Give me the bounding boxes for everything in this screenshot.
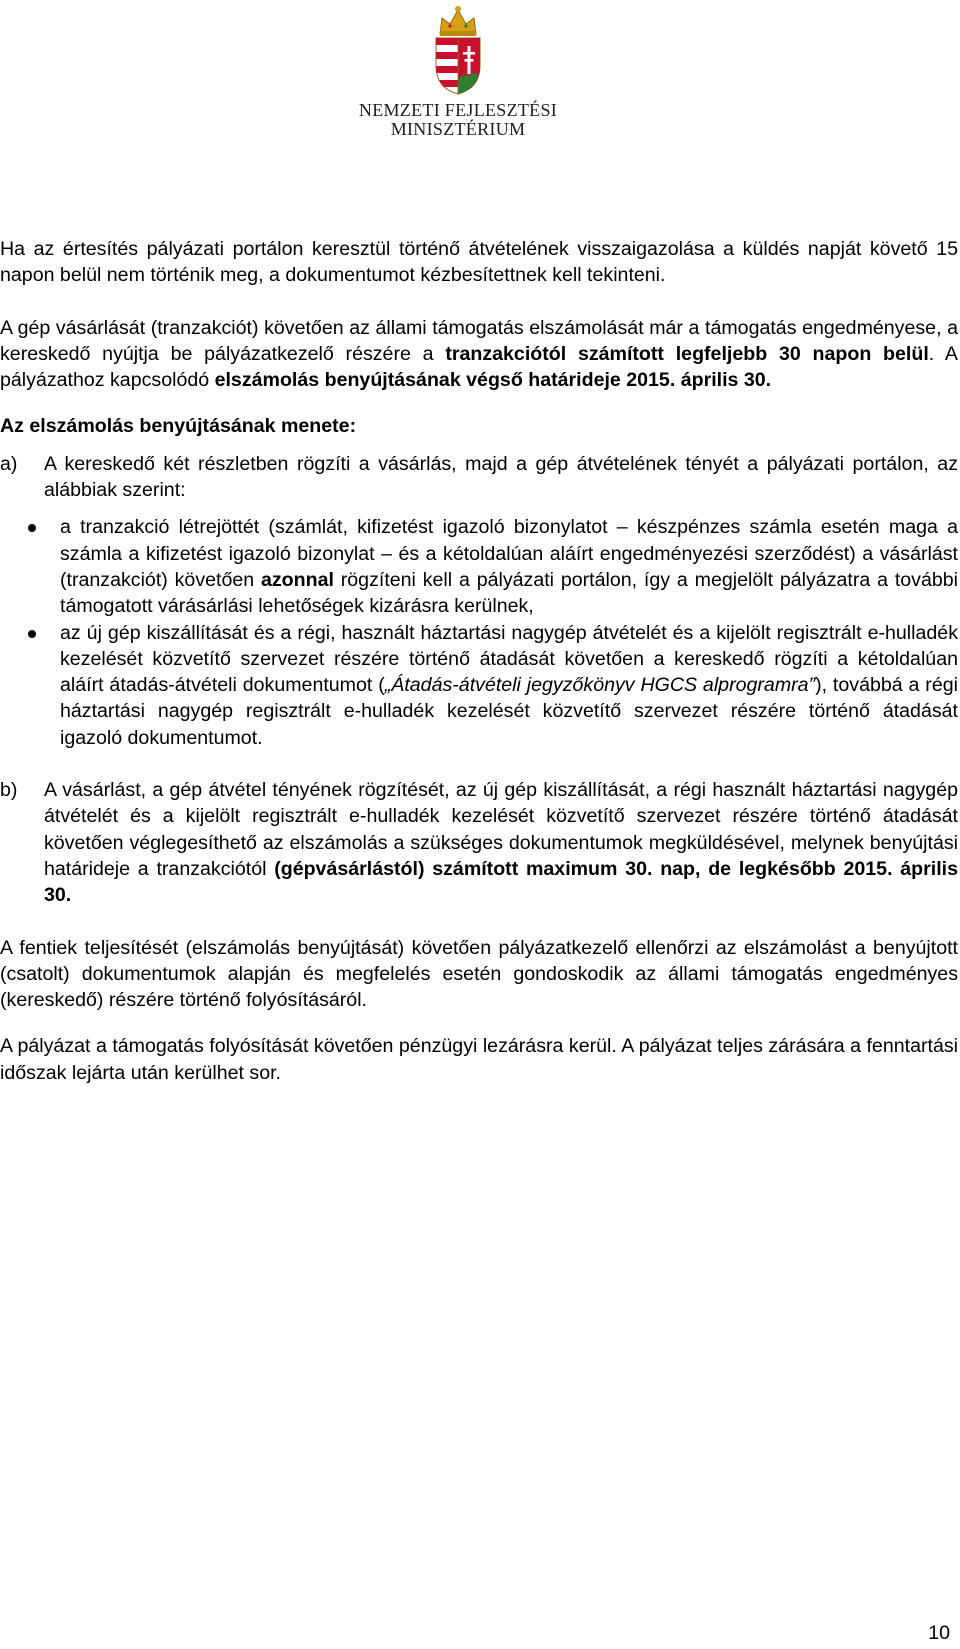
list-marker-a: a) [0,452,18,475]
paragraph-settlement [0,315,958,394]
list-item-b-bold: (gépvásárlástól) számított maximum 30. nap, de legkésőbb 2015. április 30. [44,857,958,907]
bullet-2-italic: „Átadás-átvételi jegyzőkönyv HGCS alprogramra” [384,674,816,697]
list-marker-b: b) [0,779,18,802]
section-heading [0,413,958,439]
bullet-1-text-2: rögzíteni kell a pályázati portálon, így a megjelölt pályázatra a további támogatott várásárlási lehetőségek kizárásra kerülnek, [60,568,958,618]
paragraph-confirmation: Ha az értesítés pályázati portálon keresztül történő átvételének visszaigazolása a küldés napját követő 15 napon belül nem történik meg, a dokumentumot kézbesítettnek kell tekinteni. [0,238,958,287]
paragraph-settlement-text-2: . A pályázathoz kapcsolódó [0,342,958,392]
bullet-item-transaction [0,514,958,619]
list-item-b [0,777,958,908]
list-item-b-text [44,777,958,908]
coat-of-arms-icon [430,4,486,96]
bullet-item-delivery [0,620,958,751]
list-item-a-text: A kereskedő két részletben rögzíti a vásárlás, majd a gép átvételének tényét a pályázati portálon, az alábbiak szerint: [44,452,958,502]
ministry-name [330,101,586,139]
page-header [0,0,960,150]
bullet-list [0,514,958,751]
list-item-b-text-1: A vásárlást, a gép átvétel tényének rögzítését, az új gép kiszállítását, a régi használt háztartási nagygép átvételét és a kijelölt regisztrált e-hulladék kezelését közvetítő szervezet részére történő átadását követően véglegesíthető az elszámolás a szükséges dokumentumok megküldésével, melynek benyújtási határideje a tranzakciótól [44,779,958,880]
bullet-icon [28,524,36,532]
paragraph-settlement-bold-2: elszámolás benyújtásának végső határideje 2015. április 30. [214,369,772,392]
page-number: 10 [928,1622,950,1644]
bullet-icon [28,630,36,638]
bullet-1-bold: azonnal [260,568,334,591]
bullet-2-text-2: ), továbbá a régi háztartási nagygép regisztrált e-hulladék kezelését közvetítő szervezet részére történő átadását igazoló dokumentumot. [60,674,958,749]
bullet-2-text-1: az új gép kiszállítását és a régi, használt háztartási nagygép átvételét és a kijelölt regisztrált e-hulladék kezelését közvetítő szervezet részére történő átadását követően a kereskedő rögzíti a kétoldalúan aláírt átadás-átvételi dokumentumot ( [60,621,958,697]
section-heading-text: Az elszámolás benyújtásának menete: [0,415,357,438]
ministry-name-line1: NEMZETI FEJLESZTÉSI [358,100,558,120]
paragraph-settlement-text-1: A gép vásárlását (tranzakciót) követően az állami támogatás elszámolását már a támogatás engedményese, a kereskedő nyújtja be pályázatkezelő részére a [0,316,958,365]
list-item-a [0,451,958,504]
paragraph-verification: A fentiek teljesítését (elszámolás benyújtását) követően pályázatkezelő ellenőrzi az elszámolást a benyújtott (csatolt) dokumentumok alapján és megfelelés esetén gondoskodik az állami támogatás engedményes (kereskedő) részére történő folyósításáról. [0,936,958,1012]
bullet-1-text-1: a tranzakció létrejöttét (számlát, kifizetést igazoló bizonylatot – készpénzes számla esetén maga a számla a kifizetést igazoló bizonylat – és a kétoldalúan aláírt engedményezési szerződést) a vásárlást (tranzakciót) követően [60,516,958,591]
paragraph-settlement-bold-1: tranzakciótól számított legfeljebb 30 napon belül [445,342,929,365]
ministry-name-line2: MINISZTÉRIUM [390,119,526,139]
paragraph-closure: A pályázat a támogatás folyósítását követően pénzügyi lezárásra kerül. A pályázat teljes zárására a fenntartási időszak lejárta után kerülhet sor. [0,1035,958,1084]
document-body [0,236,958,1086]
